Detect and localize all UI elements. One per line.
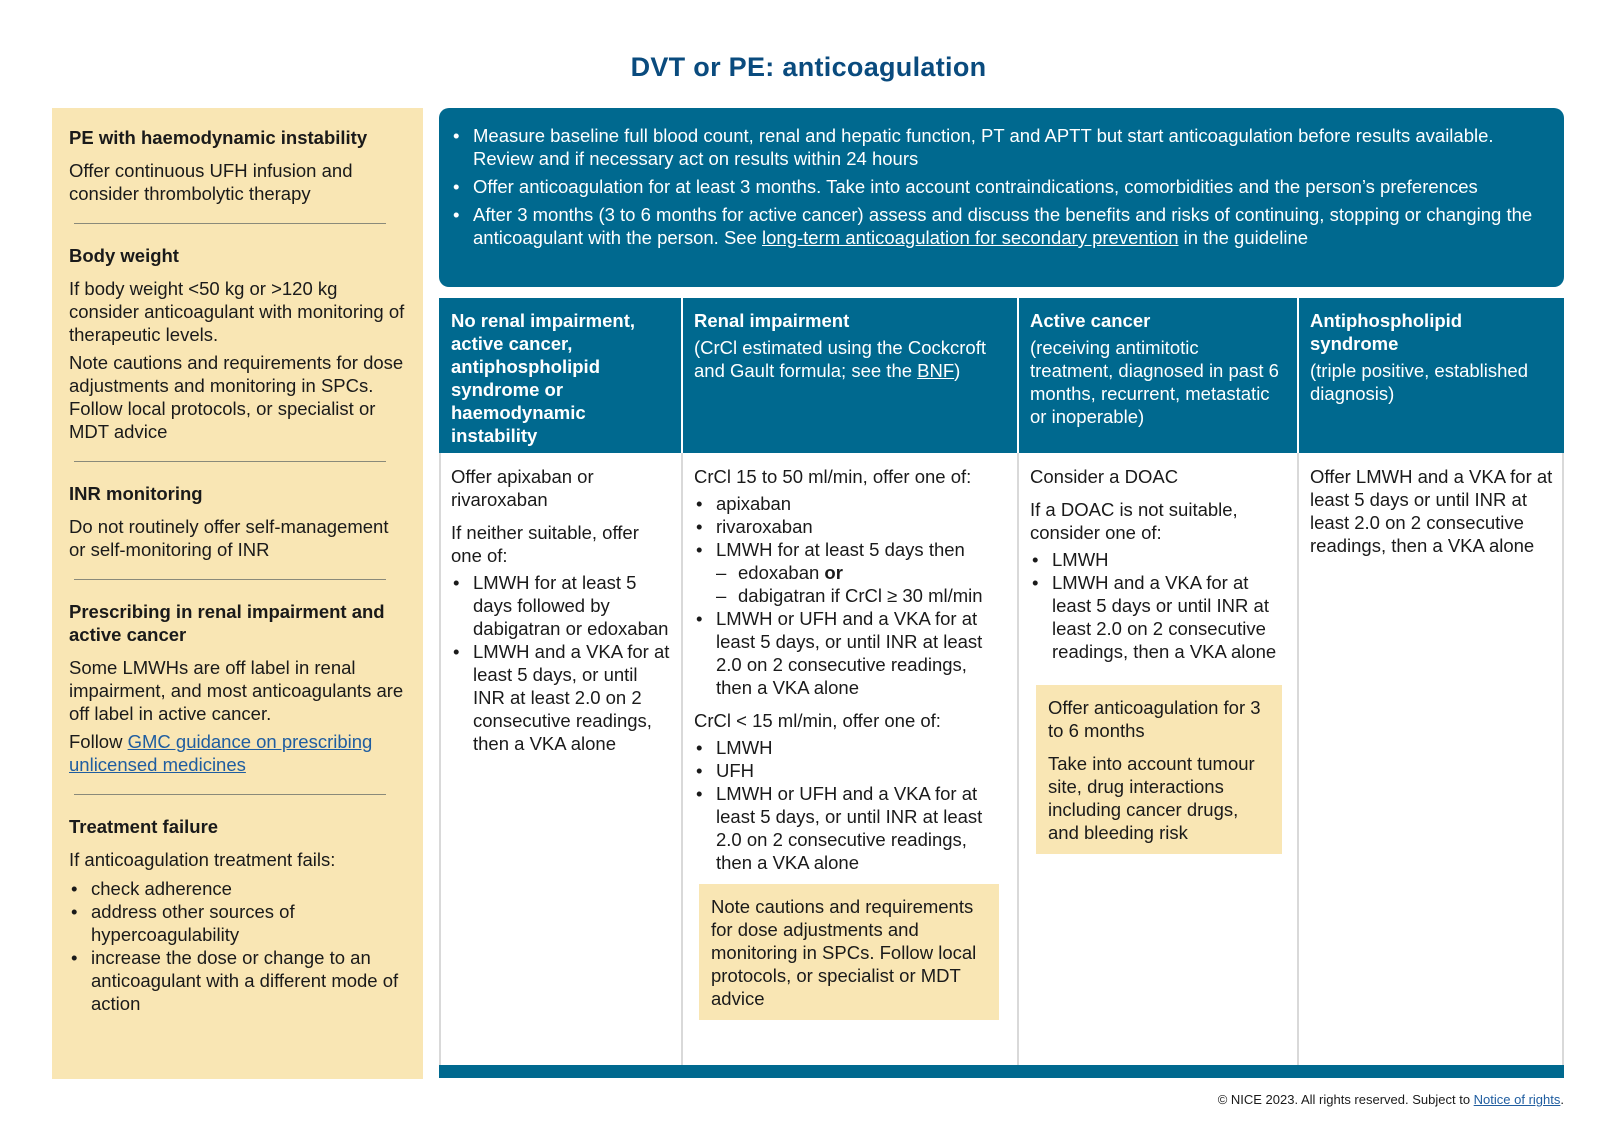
sidebar-text: If body weight <50 kg or >120 kg consider anticoagulant with monitoring of therapeutic levels. [69, 278, 405, 345]
sidebar-text: Offer continuous UFH infusion and consider thrombolytic therapy [69, 160, 353, 204]
header-title: Active cancer [1030, 310, 1151, 331]
secondary-prevention-link[interactable]: long-term anticoagulation for secondary prevention [762, 227, 1179, 248]
key-points-list [451, 124, 1544, 249]
option-list [1030, 548, 1287, 663]
sidebar-text: Some LMWHs are off label in renal impairment, and most anticoagulants are off label in active cancer. [69, 657, 404, 724]
sidebar-section-inr [69, 482, 407, 561]
sidebar-divider [74, 223, 386, 224]
list-item: • UFH [694, 759, 1007, 782]
list-item: • LMWH [694, 736, 1007, 759]
treatment-table [439, 298, 1564, 1078]
cell-renal-impairment [682, 453, 1018, 1065]
list-item: • rivaroxaban [694, 515, 1007, 538]
header-divider [681, 298, 683, 453]
header-title: No renal impairment, active cancer, antiphospholipid syndrome or haemodynamic instability [451, 310, 636, 446]
notice-of-rights-link[interactable]: Notice of rights [1473, 1092, 1561, 1107]
header-subtitle [694, 336, 1007, 382]
bullet-text: After 3 months (3 to 6 months for active cancer) assess and discuss the benefits and risks of continuing, stopping or changing the anticoagulant with the person. See [473, 204, 1533, 248]
list-item: • address other sources of hypercoagulability [69, 900, 407, 946]
header-renal-impairment [682, 298, 1018, 453]
footer-text: © NICE 2023. All rights reserved. Subject to [1217, 1092, 1474, 1107]
sidebar-text: Do not routinely offer self-management or self-monitoring of INR [69, 516, 389, 560]
sub-list-item: – dabigatran if CrCl ≥ 30 ml/min [716, 584, 1007, 607]
header-no-impairment [439, 298, 682, 453]
list-item [694, 538, 1007, 607]
option-list [451, 571, 671, 755]
gmc-guidance-link[interactable]: GMC guidance on prescribing unlicensed medicines [69, 731, 373, 775]
header-antiphospholipid [1298, 298, 1564, 453]
sidebar-heading: INR monitoring [69, 483, 203, 504]
sub-option-list [716, 561, 1007, 607]
sidebar-heading: PE with haemodynamic instability [69, 127, 368, 148]
header-title: Renal impairment [694, 310, 850, 331]
page-title: DVT or PE: anticoagulation [630, 52, 987, 82]
list-item: • check adherence [69, 877, 407, 900]
cell-active-cancer [1018, 453, 1298, 1065]
cell-text: CrCl 15 to 50 ml/min, offer one of: [694, 466, 972, 487]
bnf-link[interactable]: BNF [917, 360, 955, 381]
sidebar-text: Note cautions and requirements for dose adjustments and monitoring in SPCs. Follow local protocols, or specialist or MDT advice [69, 352, 404, 442]
header-subtitle-text: ) [954, 360, 961, 381]
cautions-note [699, 884, 999, 1020]
sidebar-heading: Treatment failure [69, 816, 219, 837]
left-sidebar [52, 108, 423, 1079]
cell-text: Offer apixaban or rivaroxaban [451, 466, 594, 510]
list-item: • increase the dose or change to an anticoagulant with a different mode of action [69, 946, 407, 1015]
sidebar-text: If anticoagulation treatment fails: [69, 849, 336, 870]
footer-text: . [1560, 1092, 1564, 1107]
list-item: • LMWH or UFH and a VKA for at least 5 days, or until INR at least 2.0 on 2 consecutive readings, then a VKA alone [694, 782, 1007, 874]
list-item: • Measure baseline full blood count, renal and hepatic function, PT and APTT but start anticoagulation before results available. Review and if necessary act on results within 24 hours [451, 124, 1544, 170]
list-item: • Offer anticoagulation for at least 3 months. Take into account contraindications, comorbidities and the person’s preferences [451, 175, 1544, 198]
option-list [694, 736, 1007, 874]
cell-text: CrCl < 15 ml/min, offer one of: [694, 710, 941, 731]
header-subtitle: (receiving antimitotic treatment, diagnosed in past 6 months, recurrent, metastatic or inoperable) [1030, 337, 1279, 427]
follow-prefix: Follow [69, 731, 128, 752]
sidebar-heading: Body weight [69, 245, 179, 266]
list-item-text: LMWH for at least 5 days then [716, 539, 965, 560]
sub-list-item [716, 561, 1007, 584]
cell-text: Offer LMWH and a VKA for at least 5 days or until INR at least 2.0 on 2 consecutive readings, then a VKA alone [1310, 466, 1553, 556]
list-item: • LMWH and a VKA for at least 5 days, or until INR at least 2.0 on 2 consecutive readings, then a VKA alone [451, 640, 671, 755]
list-item: • LMWH for at least 5 days followed by dabigatran or edoxaban [451, 571, 671, 640]
note-text: Offer anticoagulation for 3 to 6 months [1048, 697, 1261, 741]
duration-note [1036, 685, 1282, 854]
header-divider [1297, 298, 1299, 453]
sidebar-divider [74, 794, 386, 795]
note-text: Take into account tumour site, drug interactions including cancer drugs, and bleeding risk [1048, 753, 1255, 843]
list-item: • LMWH [1030, 548, 1287, 571]
cell-text: If neither suitable, offer one of: [451, 522, 639, 566]
sidebar-section-body-weight [69, 244, 407, 443]
cell-text: If a DOAC is not suitable, consider one of: [1030, 499, 1238, 543]
header-subtitle: (triple positive, established diagnosis) [1310, 360, 1528, 404]
sidebar-heading: Prescribing in renal impairment and active cancer [69, 601, 385, 645]
sub-list-bold: or [824, 562, 843, 583]
note-text: Note cautions and requirements for dose adjustments and monitoring in SPCs. Follow local protocols, or specialist or MDT advice [711, 896, 977, 1009]
list-item [451, 203, 1544, 249]
treatment-failure-list [69, 877, 407, 1015]
sidebar-divider [74, 579, 386, 580]
sidebar-divider [74, 461, 386, 462]
bullet-text: in the guideline [1178, 227, 1309, 248]
header-subtitle-text: (CrCl estimated using the Cockcroft and Gault formula; see the [694, 337, 986, 381]
sidebar-follow [69, 730, 407, 776]
key-points-box [439, 108, 1564, 287]
list-item: • LMWH and a VKA for at least 5 days or until INR at least 2.0 on 2 consecutive readings, then a VKA alone [1030, 571, 1287, 663]
cell-text: Consider a DOAC [1030, 466, 1179, 487]
option-list [694, 492, 1007, 699]
header-title: Antiphospholipid syndrome [1310, 310, 1463, 354]
cell-antiphospholipid [1298, 453, 1564, 1065]
copyright-footer [1218, 1092, 1564, 1107]
table-bottom-bar [439, 1065, 1564, 1078]
list-item: • apixaban [694, 492, 1007, 515]
sidebar-section-treatment-failure [69, 815, 407, 1015]
list-item: • LMWH or UFH and a VKA for at least 5 days, or until INR at least 2.0 on 2 consecutive readings, then a VKA alone [694, 607, 1007, 699]
header-active-cancer [1018, 298, 1298, 453]
sidebar-section-pe-instability [69, 126, 407, 205]
sub-list-text: edoxaban [738, 562, 825, 583]
sidebar-section-prescribing [69, 600, 407, 776]
cell-no-impairment [439, 453, 682, 1065]
header-divider [1017, 298, 1019, 453]
